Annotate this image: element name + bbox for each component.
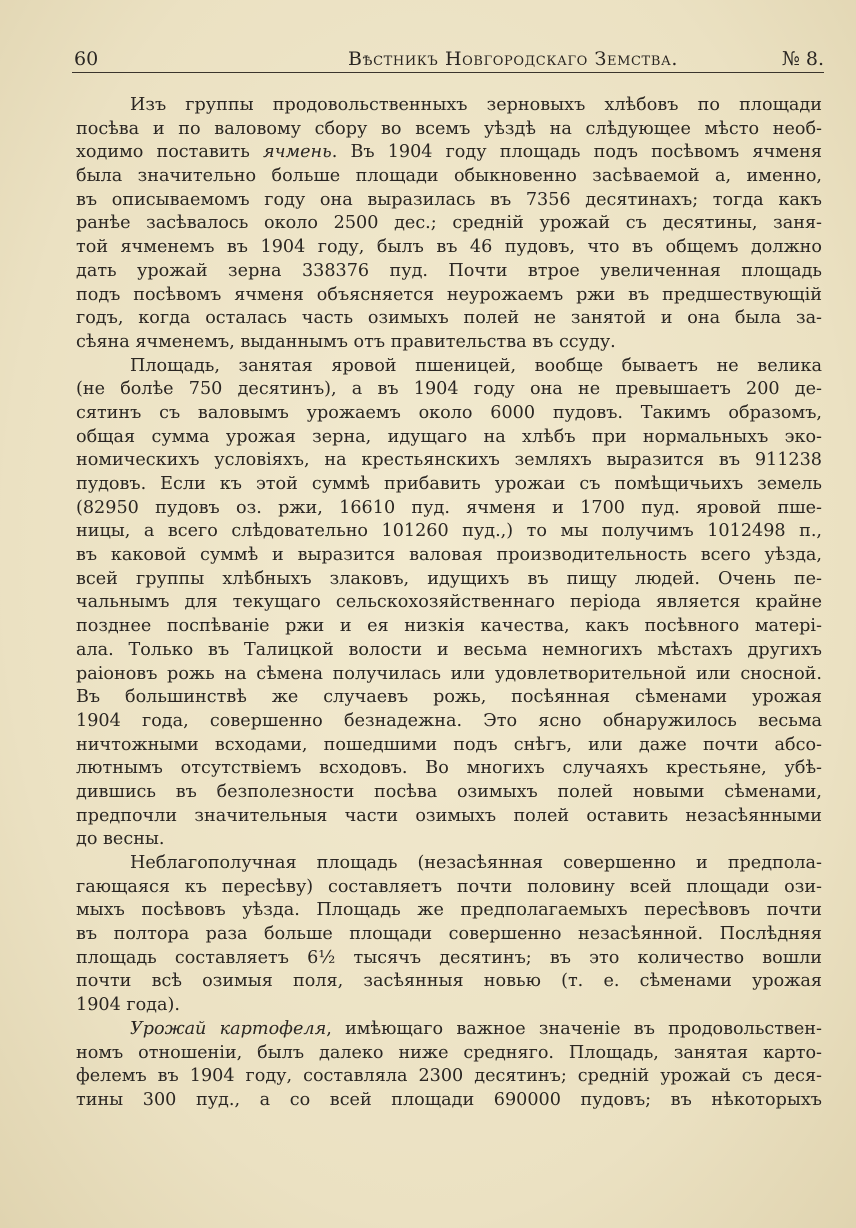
text-line: номъ отношеніи, былъ далеко ниже средняго. Площадь, занятая карто-: [76, 1042, 822, 1063]
text-line: въ описываемомъ году она выразилась въ 7356 десятинахъ; тогда какъ: [76, 189, 822, 210]
text-line: позднее поспѣваніе ржи и ея низкія качества, какъ посѣвного матері-: [76, 616, 822, 637]
text-line: Въ большинствѣ же случаевъ рожь, посѣянная сѣменами урожая: [76, 687, 822, 708]
text-line: [76, 1018, 822, 1042]
text-line: 1904 года, совершенно безнадежна. Это ясно обнаружилось весьма: [76, 710, 822, 731]
text-line: гающаяся къ пересѣву) составляетъ почти половину всей площади ози-: [76, 876, 822, 897]
text-line: Изъ группы продовольственныхъ зерновыхъ хлѣбовъ по площади: [130, 95, 822, 115]
text-line: раіоновъ рожь на сѣмена получилась или удовлетворительной или сносной.: [76, 663, 822, 684]
text-line: лютнымъ отсутствіемъ всходовъ. Во многихъ случаяхъ крестьяне, убѣ-: [76, 758, 822, 779]
text-line: сятинъ съ валовымъ урожаемъ около 6000 пудовъ. Такимъ образомъ,: [76, 402, 822, 423]
text-line: (не болѣе 750 десятинъ), а въ 1904 году она не превышаетъ 200 де-: [76, 379, 822, 400]
text-line: мыхъ посѣвовъ уѣзда. Площадь же предполагаемыхъ пересѣвовъ почти: [76, 900, 822, 921]
text-run: . Въ 1904 году площадь подъ посѣвомъ ячменя: [331, 142, 822, 163]
text-line: площадь составляетъ 6½ тысячъ десятинъ; въ это количество вошли: [76, 947, 822, 968]
text-line: ничтожными всходами, пошедшими подъ снѣгъ, или даже почти абсо-: [76, 734, 822, 755]
running-header: [72, 46, 824, 72]
text-line: всей группы хлѣбныхъ злаковъ, идущихъ въ пищу людей. Очень пе-: [76, 568, 822, 589]
text-line: той ячменемъ въ 1904 году, былъ въ 46 пудовъ, что въ общемъ должно: [76, 237, 822, 258]
page-number: 60: [74, 48, 99, 70]
text-line: ницы, а всего слѣдовательно 101260 пуд.,) то мы получимъ 1012498 п.,: [76, 521, 822, 542]
journal-title: Вѣстникъ Новгородскаго Земства.: [348, 48, 679, 70]
text-line: Неблагополучная площадь (незасѣянная совершенно и предпола-: [130, 853, 822, 873]
italic-term: Урожай картофеля: [130, 1018, 327, 1039]
text-line: пудовъ. Если къ этой суммѣ прибавить урожаи съ помѣщичьихъ земель: [76, 474, 822, 494]
text-line: посѣва и по валовому сбору во всемъ уѣздѣ на слѣдующее мѣсто необ-: [76, 118, 822, 139]
text-line: [76, 141, 822, 165]
text-line: Площадь, занятая яровой пшеницей, вообще бываетъ не велика: [130, 355, 822, 376]
text-line: ала. Только въ Талицкой волости и весьма немногихъ мѣстахъ другихъ: [76, 639, 822, 660]
text-line: подъ посѣвомъ ячменя объясняется неурожаемъ ржи въ предшествующій: [76, 284, 822, 305]
text-run: , имѣющаго важное значеніе въ продовольствен-: [326, 1018, 822, 1039]
text-line: въ каковой суммѣ и выразится валовая производительность всего уѣзда,: [76, 545, 822, 566]
text-line: сѣяна ячменемъ, выданнымъ отъ правительства въ ссуду.: [76, 331, 616, 352]
text-line: почти всѣ озимыя поля, засѣянныя новью (т. е. сѣменами урожая: [76, 971, 822, 992]
text-line: (82950 пудовъ оз. ржи, 16610 пуд. ячменя и 1700 пуд. яровой пше-: [76, 497, 822, 518]
issue-number: № 8.: [781, 48, 824, 70]
body-text: [76, 94, 822, 1113]
text-run: ходимо поставить: [76, 142, 263, 163]
text-line: чальнымъ для текущаго сельскохозяйственнаго періода является крайне: [76, 592, 822, 613]
text-line: тины 300 пуд., а со всей площади 690000 пудовъ; въ нѣкоторыхъ: [76, 1089, 822, 1110]
header-rule: [72, 72, 824, 73]
text-line: номическихъ условіяхъ, на крестьянскихъ земляхъ выразится въ 911238: [76, 450, 822, 471]
text-line: фелемъ въ 1904 году, составляла 2300 десятинъ; средній урожай съ деся-: [76, 1066, 822, 1087]
text-line: годъ, когда осталась часть озимыхъ полей не занятой и она была за-: [76, 308, 822, 329]
text-line: въ полтора раза больше площади совершенно незасѣянной. Послѣдняя: [76, 924, 822, 945]
text-line: дать урожай зерна 338376 пуд. Почти втрое увеличенная площадь: [76, 260, 822, 281]
text-line: общая сумма урожая зерна, идущаго на хлѣбъ при нормальныхъ эко-: [76, 426, 822, 447]
text-line: ранѣе засѣвалось около 2500 дес.; средній урожай съ десятины, заня-: [76, 213, 822, 234]
text-line: до весны.: [76, 829, 165, 850]
italic-term: ячмень: [262, 142, 332, 163]
text-line: дившись въ безполезности посѣва озимыхъ полей новыми сѣменами,: [76, 781, 822, 802]
text-line: предпочли значительныя части озимыхъ полей оставить незасѣянными: [76, 805, 822, 826]
text-line: 1904 года).: [76, 995, 180, 1016]
text-line: была значительно больше площади обыкновенно засѣваемой а, именно,: [76, 166, 822, 187]
